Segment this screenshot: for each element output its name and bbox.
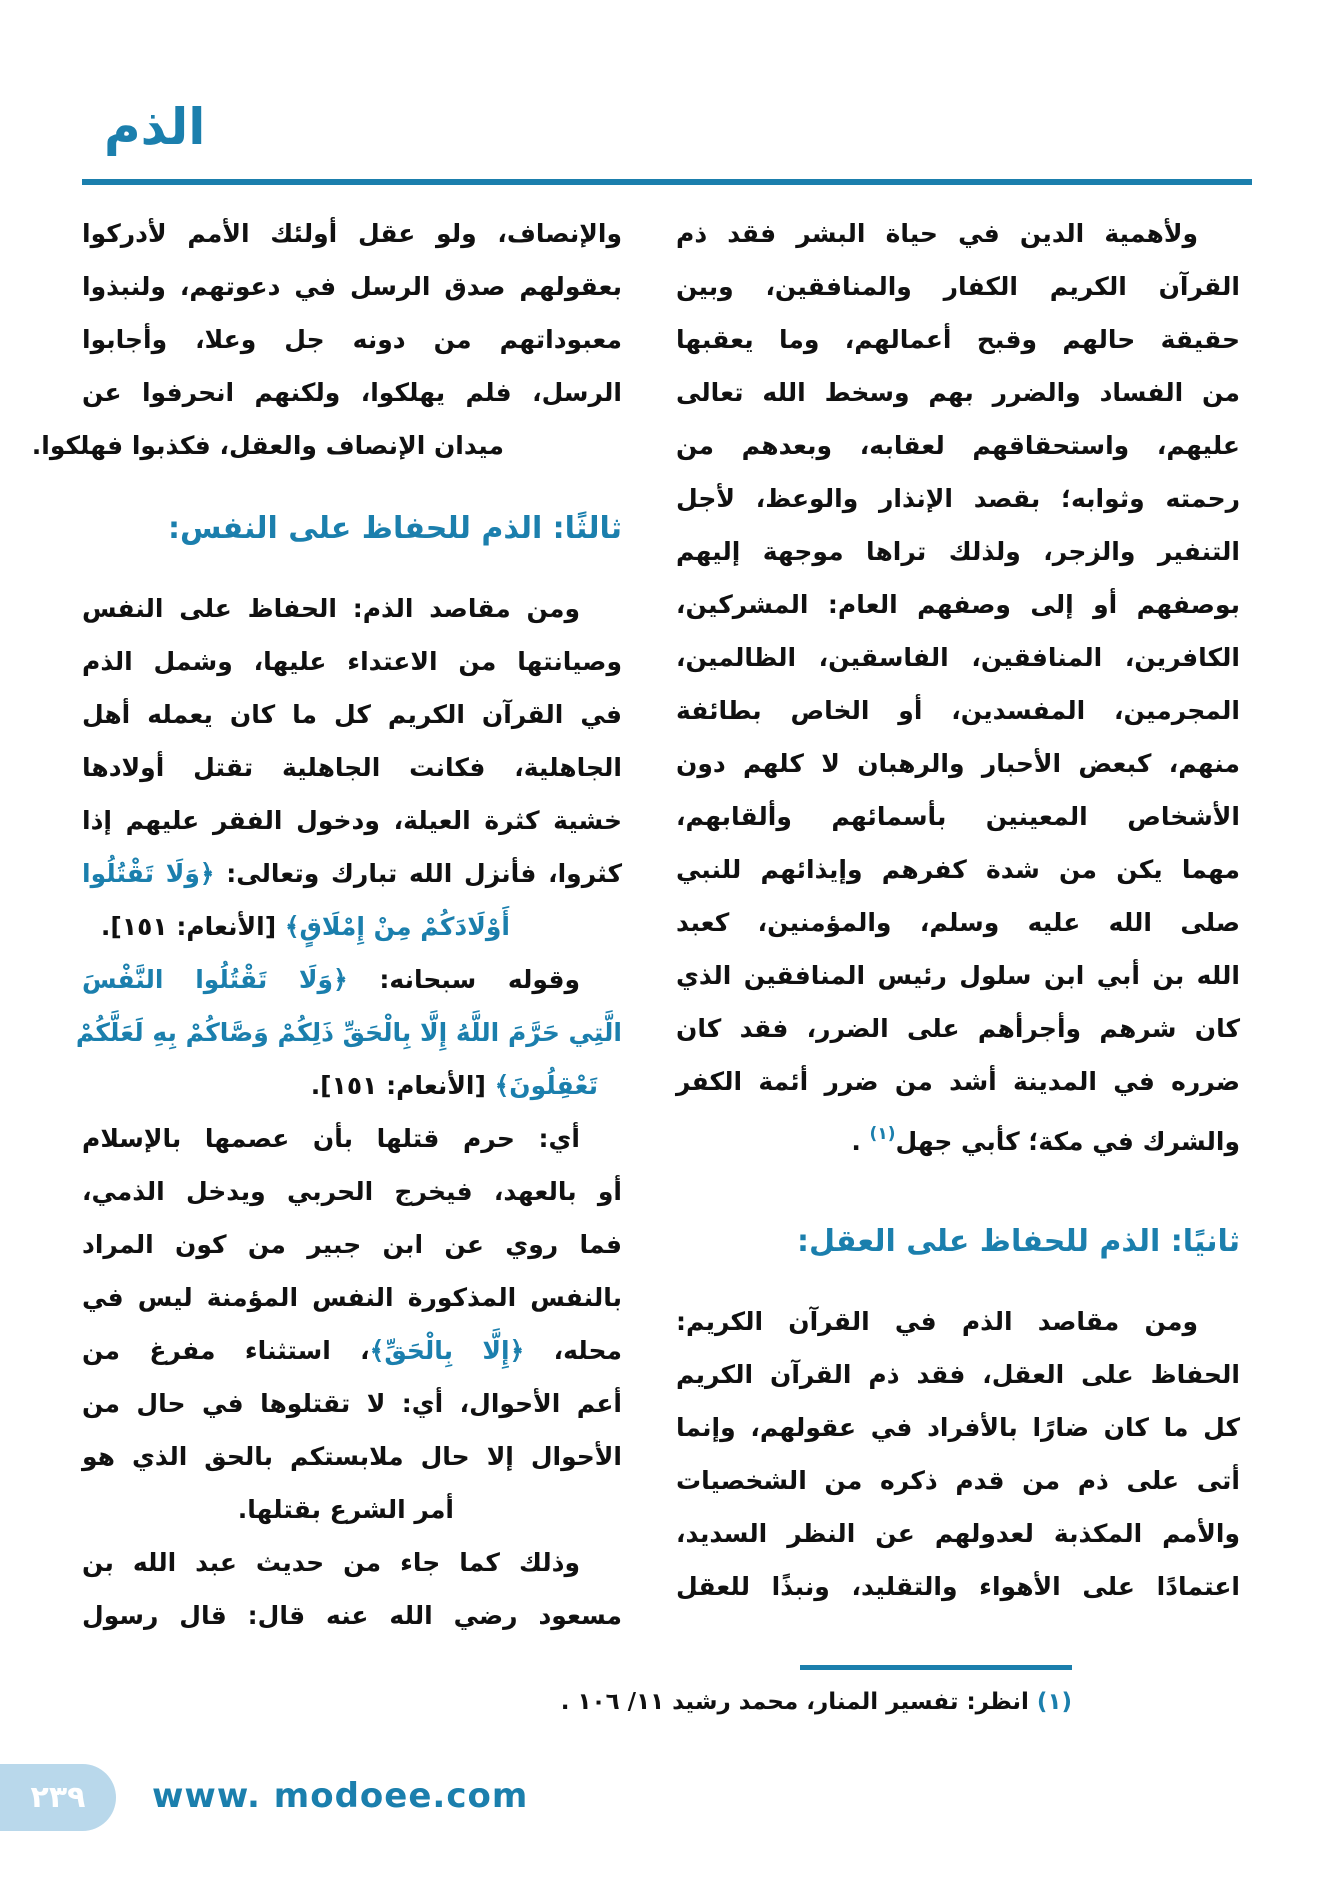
page-number-badge xyxy=(0,1764,116,1831)
text-line: الأحوال إلا حال ملابستكم بالحق الذي هو xyxy=(82,1442,622,1471)
quran-verse: أَوْلَادَكُمْ مِنْ إِمْلَاقٍ﴾ xyxy=(284,912,510,941)
text-line: رحمته وثوابه؛ بقصد الإنذار والوعظ، لأجل xyxy=(676,484,1240,513)
section-heading: ثانيًا: الذم للحفاظ على العقل: xyxy=(796,1224,1240,1259)
text-line: بوصفهم أو إلى وصفهم العام: المشركين، xyxy=(676,590,1240,619)
quran-verse: ﴿وَلَا تَقْتُلُوا النَّفْسَ xyxy=(82,965,348,994)
text-line: في القرآن الكريم كل ما كان يعمله أهل xyxy=(82,700,622,729)
header-rule xyxy=(82,179,1252,185)
text-line: مسعود رضي الله عنه قال: قال رسول xyxy=(82,1601,622,1630)
text-line: معبوداتهم من دونه جل وعلا، وأجابوا xyxy=(82,325,622,354)
text-line: صلى الله عليه وسلم، والمؤمنين، كعبد xyxy=(676,908,1240,937)
footnote-ref-sup: (١) xyxy=(869,1124,896,1144)
text-run: وقوله سبحانه: xyxy=(347,965,580,994)
text-line: بعقولهم صدق الرسل في دعوتهم، ولنبذوا xyxy=(82,272,622,301)
text-run: ميدان الإنصاف والعقل، فكذبوا فهلكوا. xyxy=(31,431,504,460)
quran-verse: ﴿وَلَا تَقْتُلُوا xyxy=(82,859,215,888)
text-run: . xyxy=(851,1127,870,1156)
text-line xyxy=(82,953,622,1006)
text-run: كثروا، فأنزل الله تبارك وتعالى: xyxy=(214,859,622,888)
text-run: أي: حرم قتلها بأن عصمها بالإسلام xyxy=(82,1124,580,1153)
text-line: الحفاظ على العقل، فقد ذم القرآن الكريم xyxy=(676,1360,1240,1389)
text-line: مهما يكن من شدة كفرهم وإيذائهم للنبي xyxy=(676,855,1240,884)
text-line: بالنفس المذكورة النفس المؤمنة ليس في xyxy=(82,1283,622,1312)
text-line: المجرمين، المفسدين، أو الخاص بطائفة xyxy=(676,696,1240,725)
text-run: أمر الشرع بقتلها. xyxy=(237,1495,454,1524)
text-line xyxy=(82,1483,622,1536)
text-line: والإنصاف، ولو عقل أولئك الأمم لأدركوا xyxy=(82,219,622,248)
text-line xyxy=(82,1536,622,1589)
text-line: حقيقة حالهم وقبح أعمالهم، وما يعقبها xyxy=(676,325,1240,354)
text-line: والأمم المكذبة لعدولهم عن النظر السديد، xyxy=(676,1519,1240,1548)
text-run: ولأهمية الدين في حياة البشر فقد ذم xyxy=(676,219,1198,248)
text-line xyxy=(82,1324,622,1377)
website-link[interactable]: www. modoee.com xyxy=(152,1776,529,1816)
text-line xyxy=(82,1059,622,1112)
text-run: ، استثناء مفرغ من xyxy=(82,1336,370,1365)
text-line xyxy=(82,900,622,953)
text-line xyxy=(676,1108,1240,1161)
text-run: محله، xyxy=(524,1336,622,1365)
text-run: وذلك كما جاء من حديث عبد الله بن xyxy=(82,1548,580,1577)
text-run: والشرك في مكة؛ كأبي جهل xyxy=(895,1127,1240,1156)
text-run: [الأنعام: ١٥١]. xyxy=(100,912,285,941)
page-title: الذم xyxy=(104,98,206,156)
text-run: ومن مقاصد الذم: الحفاظ على النفس xyxy=(82,594,580,623)
text-line: اعتمادًا على الأهواء والتقليد، ونبذًا للعقل xyxy=(676,1572,1240,1601)
text-line: الجاهلية، فكانت الجاهلية تقتل أولادها xyxy=(82,753,622,782)
text-line: ضرره في المدينة أشد من ضرر أئمة الكفر xyxy=(676,1067,1240,1096)
section-heading: ثالثًا: الذم للحفاظ على النفس: xyxy=(168,511,622,546)
text-line xyxy=(75,1006,622,1059)
quran-verse: تَعْقِلُونَ﴾ xyxy=(494,1071,598,1100)
text-line: الأشخاص المعينين بأسمائهم وألقابهم، xyxy=(676,802,1240,831)
text-line: التنفير والزجر، ولذلك تراها موجهة إليهم xyxy=(676,537,1240,566)
footnote-text xyxy=(560,1684,1072,1720)
text-line: القرآن الكريم الكفار والمنافقين، وبين xyxy=(676,272,1240,301)
text-line: عليهم، واستحقاقهم لعقابه، وبعدهم من xyxy=(676,431,1240,460)
footnote xyxy=(560,1665,1240,1720)
text-line: الله بن أبي ابن سلول رئيس المنافقين الذي xyxy=(676,961,1240,990)
text-line xyxy=(82,582,622,635)
page-number: ٢٣٩ xyxy=(30,1780,86,1815)
text-run: [الأنعام: ١٥١]. xyxy=(310,1071,495,1100)
text-line: فما روي عن ابن جبير من كون المراد xyxy=(82,1230,622,1259)
text-line: الرسل، فلم يهلكوا، ولكنهم انحرفوا عن xyxy=(82,378,622,407)
text-line: وصيانتها من الاعتداء عليها، وشمل الذم xyxy=(82,647,622,676)
text-line: أعم الأحوال، أي: لا تقتلوها في حال من xyxy=(82,1389,622,1418)
footnote-marker: (١) xyxy=(1028,1689,1072,1715)
text-line: أتى على ذم من قدم ذكره من الشخصيات xyxy=(676,1466,1240,1495)
text-line: كان شرهم وأجرأهم على الضرر، فقد كان xyxy=(676,1014,1240,1043)
text-line: منهم، كبعض الأحبار والرهبان لا كلهم دون xyxy=(676,749,1240,778)
text-line: أو بالعهد، فيخرج الحربي ويدخل الذمي، xyxy=(82,1177,622,1206)
text-line xyxy=(82,847,622,900)
text-line xyxy=(676,207,1240,260)
quran-verse: الَّتِي حَرَّمَ اللَّهُ إِلَّا بِالْحَقِّ ذَلِكُمْ وَصَّاكُمْ بِهِ لَعَلَّكُمْ xyxy=(75,1018,622,1047)
text-line xyxy=(676,1295,1240,1348)
text-line: من الفساد والضرر بهم وسخط الله تعالى xyxy=(676,378,1240,407)
text-line xyxy=(31,419,622,472)
text-line: كل ما كان ضارًا بالأفراد في عقولهم، وإنما xyxy=(676,1413,1240,1442)
column-left xyxy=(31,207,622,1642)
text-line: الكافرين، المنافقين، الفاسقين، الظالمين، xyxy=(676,643,1240,672)
footnote-separator xyxy=(800,1665,1072,1670)
text-run: ومن مقاصد الذم في القرآن الكريم: xyxy=(676,1307,1198,1336)
text-line xyxy=(82,1112,622,1165)
quran-verse: ﴿إِلَّا بِالْحَقِّ﴾ xyxy=(369,1336,525,1365)
text-line: خشية كثرة العيلة، ودخول الفقر عليهم إذا xyxy=(82,806,622,835)
text-run: انظر: تفسير المنار، محمد رشيد ١١/ ١٠٦ . xyxy=(560,1689,1029,1715)
